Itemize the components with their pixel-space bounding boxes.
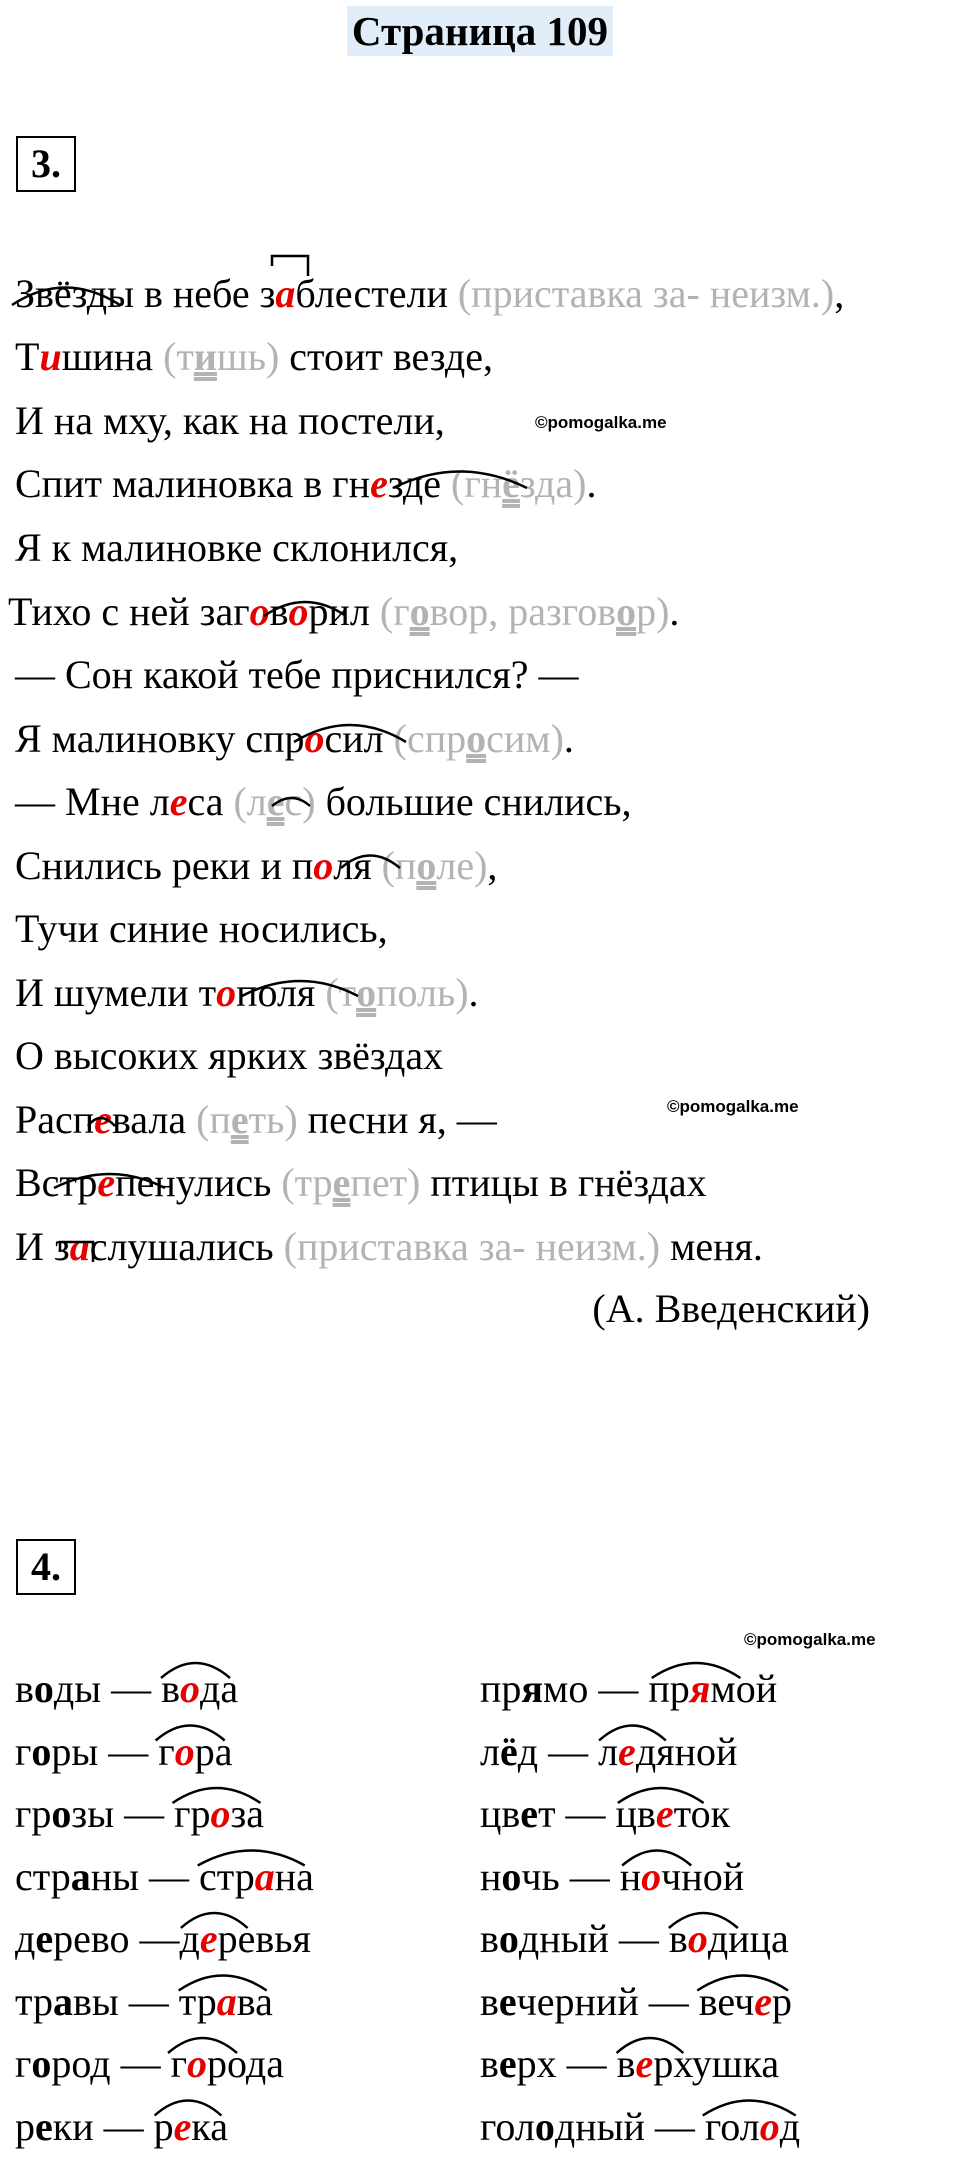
poem-line-6: Тихо с ней заговорил (говор, разговор). xyxy=(8,589,680,634)
word-pair: лёд — ледяной xyxy=(480,1728,738,1774)
watermark: ©pomogalka.me xyxy=(744,1630,876,1649)
word-pair: прямо — прямой xyxy=(480,1666,778,1711)
word-pair: водный — водица xyxy=(480,1916,789,1961)
poem-line-15: Встрепенулись (трепет) птицы в гнёздах xyxy=(15,1160,707,1205)
word-pair: реки — река xyxy=(15,2103,228,2149)
word-pair: ночь — ночной xyxy=(480,1853,745,1899)
watermark: ©pomogalka.me xyxy=(535,413,667,432)
word-pair: страны — страна xyxy=(15,1853,314,1899)
poem-author: (А. Введенский) xyxy=(592,1286,870,1331)
root-arc xyxy=(272,798,310,806)
word-pair: горы — гора xyxy=(15,1728,233,1774)
word-pair: воды — вода xyxy=(15,1666,239,1711)
poem-line-1: Звёзды в небе заблестели (приставка за- неизм.), xyxy=(15,271,845,316)
poem-line-10: Снились реки и поля (поле), xyxy=(15,843,498,888)
root-arc xyxy=(264,602,346,616)
root-arc xyxy=(88,1118,115,1126)
root-arc xyxy=(12,288,120,306)
word-pair: грозы — гроза xyxy=(15,1791,265,1836)
poem-line-16: И заслушались (приставка за- неизм.) меня. xyxy=(15,1224,763,1269)
word-pair: цвет — цветок xyxy=(480,1791,730,1836)
root-arc xyxy=(393,472,527,489)
poem-line-3: И на мху, как на постели, xyxy=(15,398,445,443)
poem-line-14: Распевала (петь) песни я, — xyxy=(15,1097,497,1142)
page-title: Страница 109 xyxy=(347,6,613,56)
word-pair: дерево —деревья xyxy=(15,1916,311,1961)
word-pair: вечерний — вечер xyxy=(480,1978,793,2024)
root-arc xyxy=(54,1174,165,1188)
poem-line-11: Тучи синие носились, xyxy=(15,906,388,951)
poem-line-9: — Мне леса (лес) большие снились, xyxy=(15,779,632,824)
root-arc xyxy=(341,856,400,869)
watermark: ©pomogalka.me xyxy=(667,1097,799,1116)
poem-line-4: Спит малиновка в гнезде (гнёзда). xyxy=(15,461,597,506)
prefix-mark xyxy=(272,256,308,276)
poem-line-13: О высоких ярких звёздах xyxy=(15,1033,444,1078)
word-pair: голодный — голод xyxy=(480,2103,801,2149)
word-pair: город — города xyxy=(15,2041,284,2086)
root-arc xyxy=(242,981,358,996)
poem-line-7: — Сон какой тебе приснился? — xyxy=(15,652,579,697)
poem-line-8: Я малиновку спросил (спросим). xyxy=(15,716,574,761)
prefix-mark xyxy=(60,1242,93,1262)
poem-line-5: Я к малиновке склонился, xyxy=(15,525,459,570)
poem-line-12: И шумели тополя (тополь). xyxy=(15,970,479,1015)
task-number-4: 4. xyxy=(16,1539,76,1595)
poem-line-2: Тишина (тишь) стоит везде, xyxy=(15,334,493,379)
root-arc xyxy=(294,725,406,742)
word-pair: верх — верхушка xyxy=(480,2041,780,2086)
word-pair: травы — трава xyxy=(15,1978,273,2024)
task-number-3: 3. xyxy=(16,136,76,192)
